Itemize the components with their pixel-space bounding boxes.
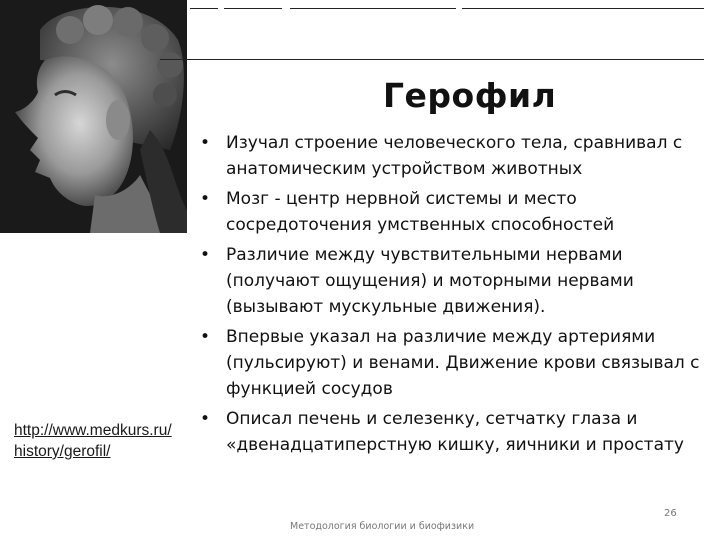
bullet-item — [200, 186, 705, 238]
top-rule-segment-3 — [290, 8, 456, 9]
bullet-icon: • — [200, 327, 211, 347]
bullet-icon: • — [200, 409, 211, 429]
source-link[interactable]: http://www.medkurs.ru/history/gerofil/ — [14, 422, 172, 460]
top-rule-segment-1 — [190, 8, 218, 9]
portrait-image — [0, 0, 187, 233]
top-rule-segment-4 — [462, 8, 704, 9]
bullet-text: Впервые указал на различие между артериями (пульсируют) и венами. Движение крови связывал с функцией сосудов — [226, 327, 700, 399]
bullet-item — [200, 242, 705, 320]
bullet-text: Мозг - центр нервной системы и место сосредоточения умственных способностей — [226, 189, 615, 235]
herophilus-bust-icon — [0, 0, 187, 233]
slide-title: Герофил — [383, 76, 557, 115]
bullet-list — [200, 130, 705, 458]
bullet-icon: • — [200, 245, 211, 265]
bullet-text: Описал печень и селезенку, сетчатку глаза и «двенадцатиперстную кишку, яичники и простату — [226, 409, 684, 455]
bullet-icon: • — [200, 189, 211, 209]
top-rule-segment-2 — [224, 8, 282, 9]
title-rule — [160, 59, 704, 60]
bullet-item — [200, 406, 705, 458]
page-number: 26 — [664, 508, 677, 519]
bullet-text: Различие между чувствительными нервами (получают ощущения) и моторными нервами (вызывают мускульные движения). — [226, 245, 634, 317]
bullet-text: Изучал строение человеческого тела, сравнивал с анатомическим устройством животных — [226, 133, 683, 179]
bullet-item — [200, 324, 705, 402]
slide-footer: Методология биологии и биофизики — [290, 521, 475, 532]
bullet-icon: • — [200, 133, 211, 153]
bullet-item — [200, 130, 705, 182]
